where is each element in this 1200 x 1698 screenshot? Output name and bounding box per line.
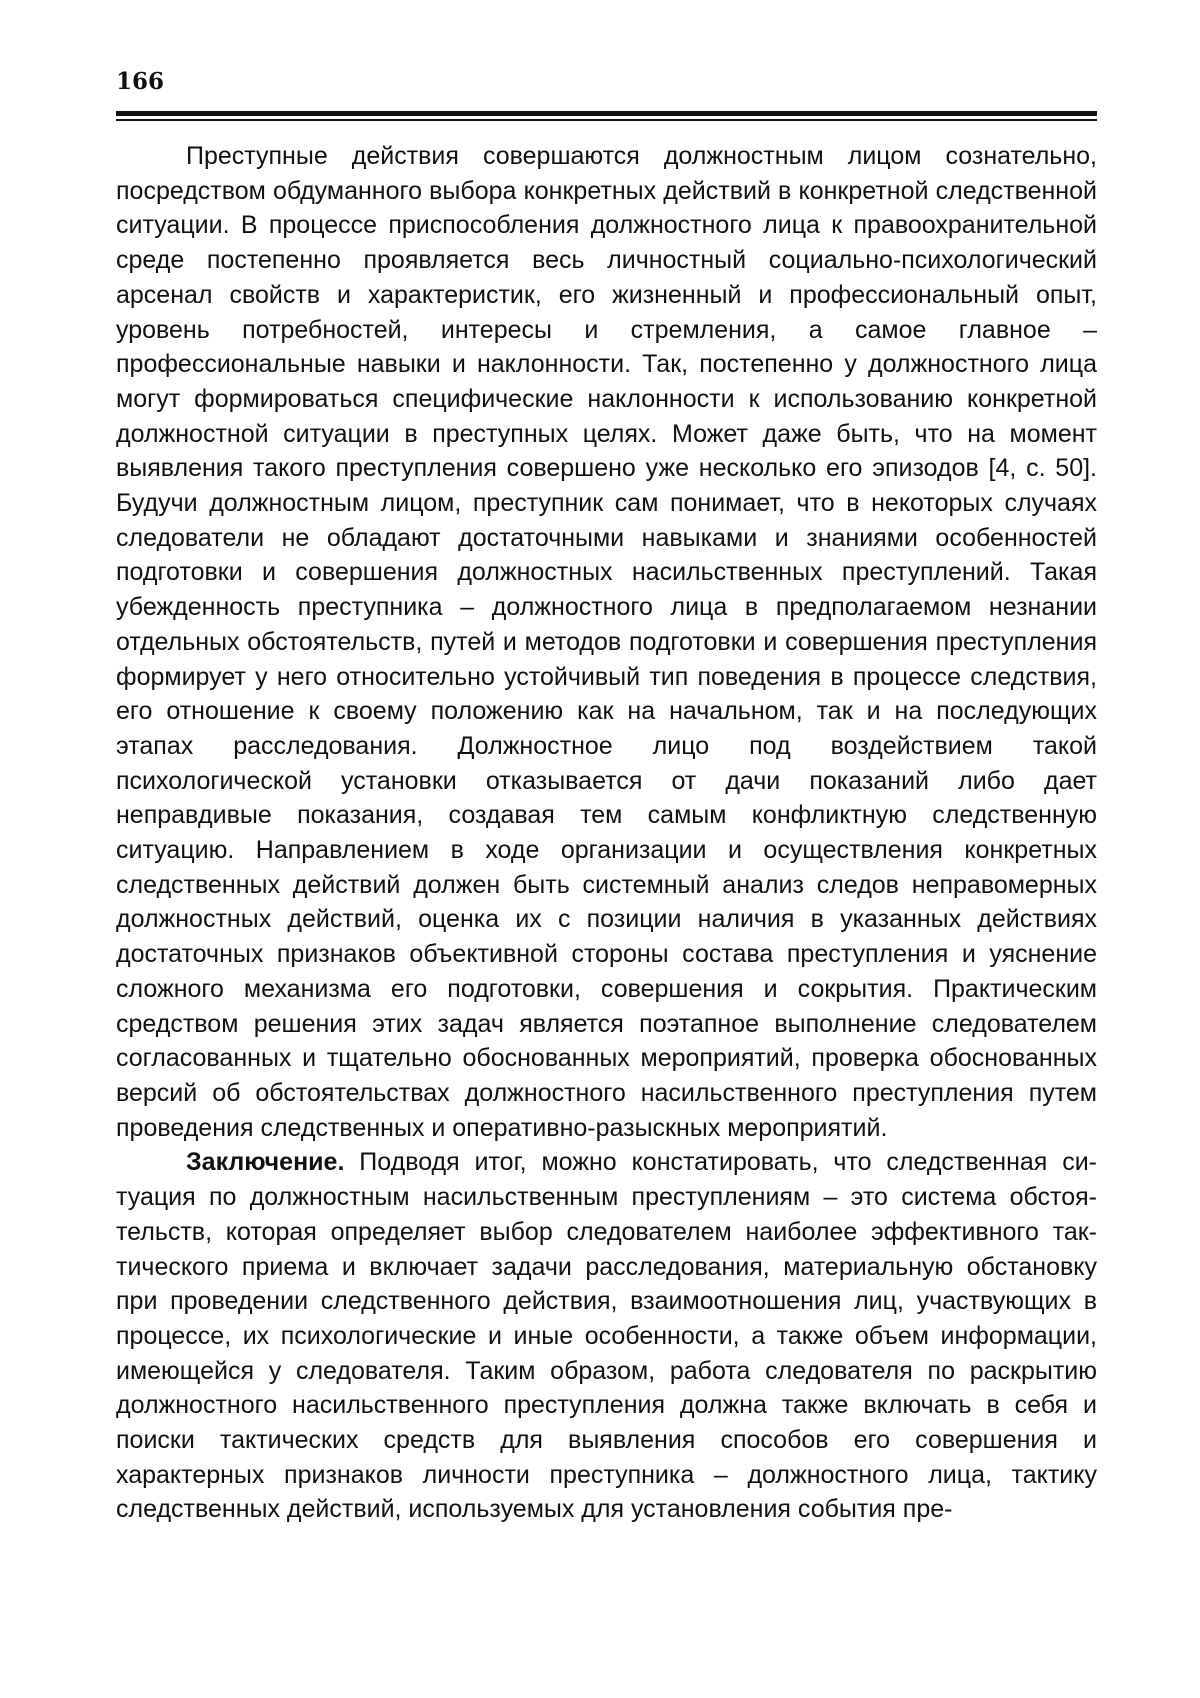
header-rule-thin (116, 119, 1097, 121)
conclusion-text: Подводя итог, можно констатировать, что следственная ситуация по должностным насильственным преступлениям – это система обстоятельств, которая определяет выбор следователем наиболее эффективного тактического приема и включает задачи расследования, материальную обстановку при проведении следственного действия, взаимоотношения лиц, участвующих в процессе, их психологические и иные особенности, а также объем информации, имеющейся у следователя. Таким образом, работа следователя по раскрытию должностного насильственного преступления должна также включать в себя и поиски тактических средств для выявления способов его совершения и характерных признаков личности преступника – должностного лица, тактику следственных действий, используемых для установления события пре- (116, 1148, 1097, 1524)
page-number: 166 (116, 68, 165, 95)
header-rule-thick (116, 111, 1097, 116)
conclusion-heading: Заключение. (186, 1148, 345, 1177)
main-text (116, 139, 1097, 1527)
paragraph-2 (116, 1145, 1097, 1527)
paragraph-1: Преступные действия совершаются должностным лицом сознательно, посредством обдуманного выбора конкретных действий в конкретной следственной ситуации. В процессе приспособления должностного лица к правоохранительной среде постепенно проявляется весь личностный социально-психологический арсенал свойств и характеристик, его жизненный и профессиональный опыт, уровень потребностей, интересы и стремления, а самое главное – профессиональные навыки и наклонности. Так, постепенно у должностного лица могут формироваться специфические наклонности к использованию конкретной должностной ситуации в преступных целях. Может даже быть, что на момент выявления такого преступления совершено уже несколько его эпизодов [4, с. 50]. Будучи должностным лицом, преступник сам понимает, что в некоторых случаях следователи не обладают достаточными навыками и знаниями особенностей подготовки и совершения должностных насильственных преступлений. Такая убежденность преступника – должностного лица в предполагаемом незнании отдельных обстоятельств, путей и методов подготовки и совершения преступления формирует у него относительно устойчивый тип поведения в процессе следствия, его отношение к своему положению как на начальном, так и на последующих этапах расследования. Должностное лицо под воздействием такой психологической установки отказывается от дачи показаний либо дает неправдивые показания, создавая тем самым конфликтную следственную ситуацию. Направлением в ходе организации и осуществления конкретных следственных действий должен быть системный анализ следов неправомерных должностных действий, оценка их с позиции наличия в указанных действиях достаточных признаков объективной стороны состава преступления и уяснение сложного механизма его подготовки, совершения и сокрытия. Практическим средством решения этих задач является поэтапное выполнение следователем согласованных и тщательно обоснованных мероприятий, проверка обоснованных версий об обстоятельствах должностного насильственного преступления путем проведения следственных и оперативно-разыскных мероприятий. (116, 142, 1097, 1142)
